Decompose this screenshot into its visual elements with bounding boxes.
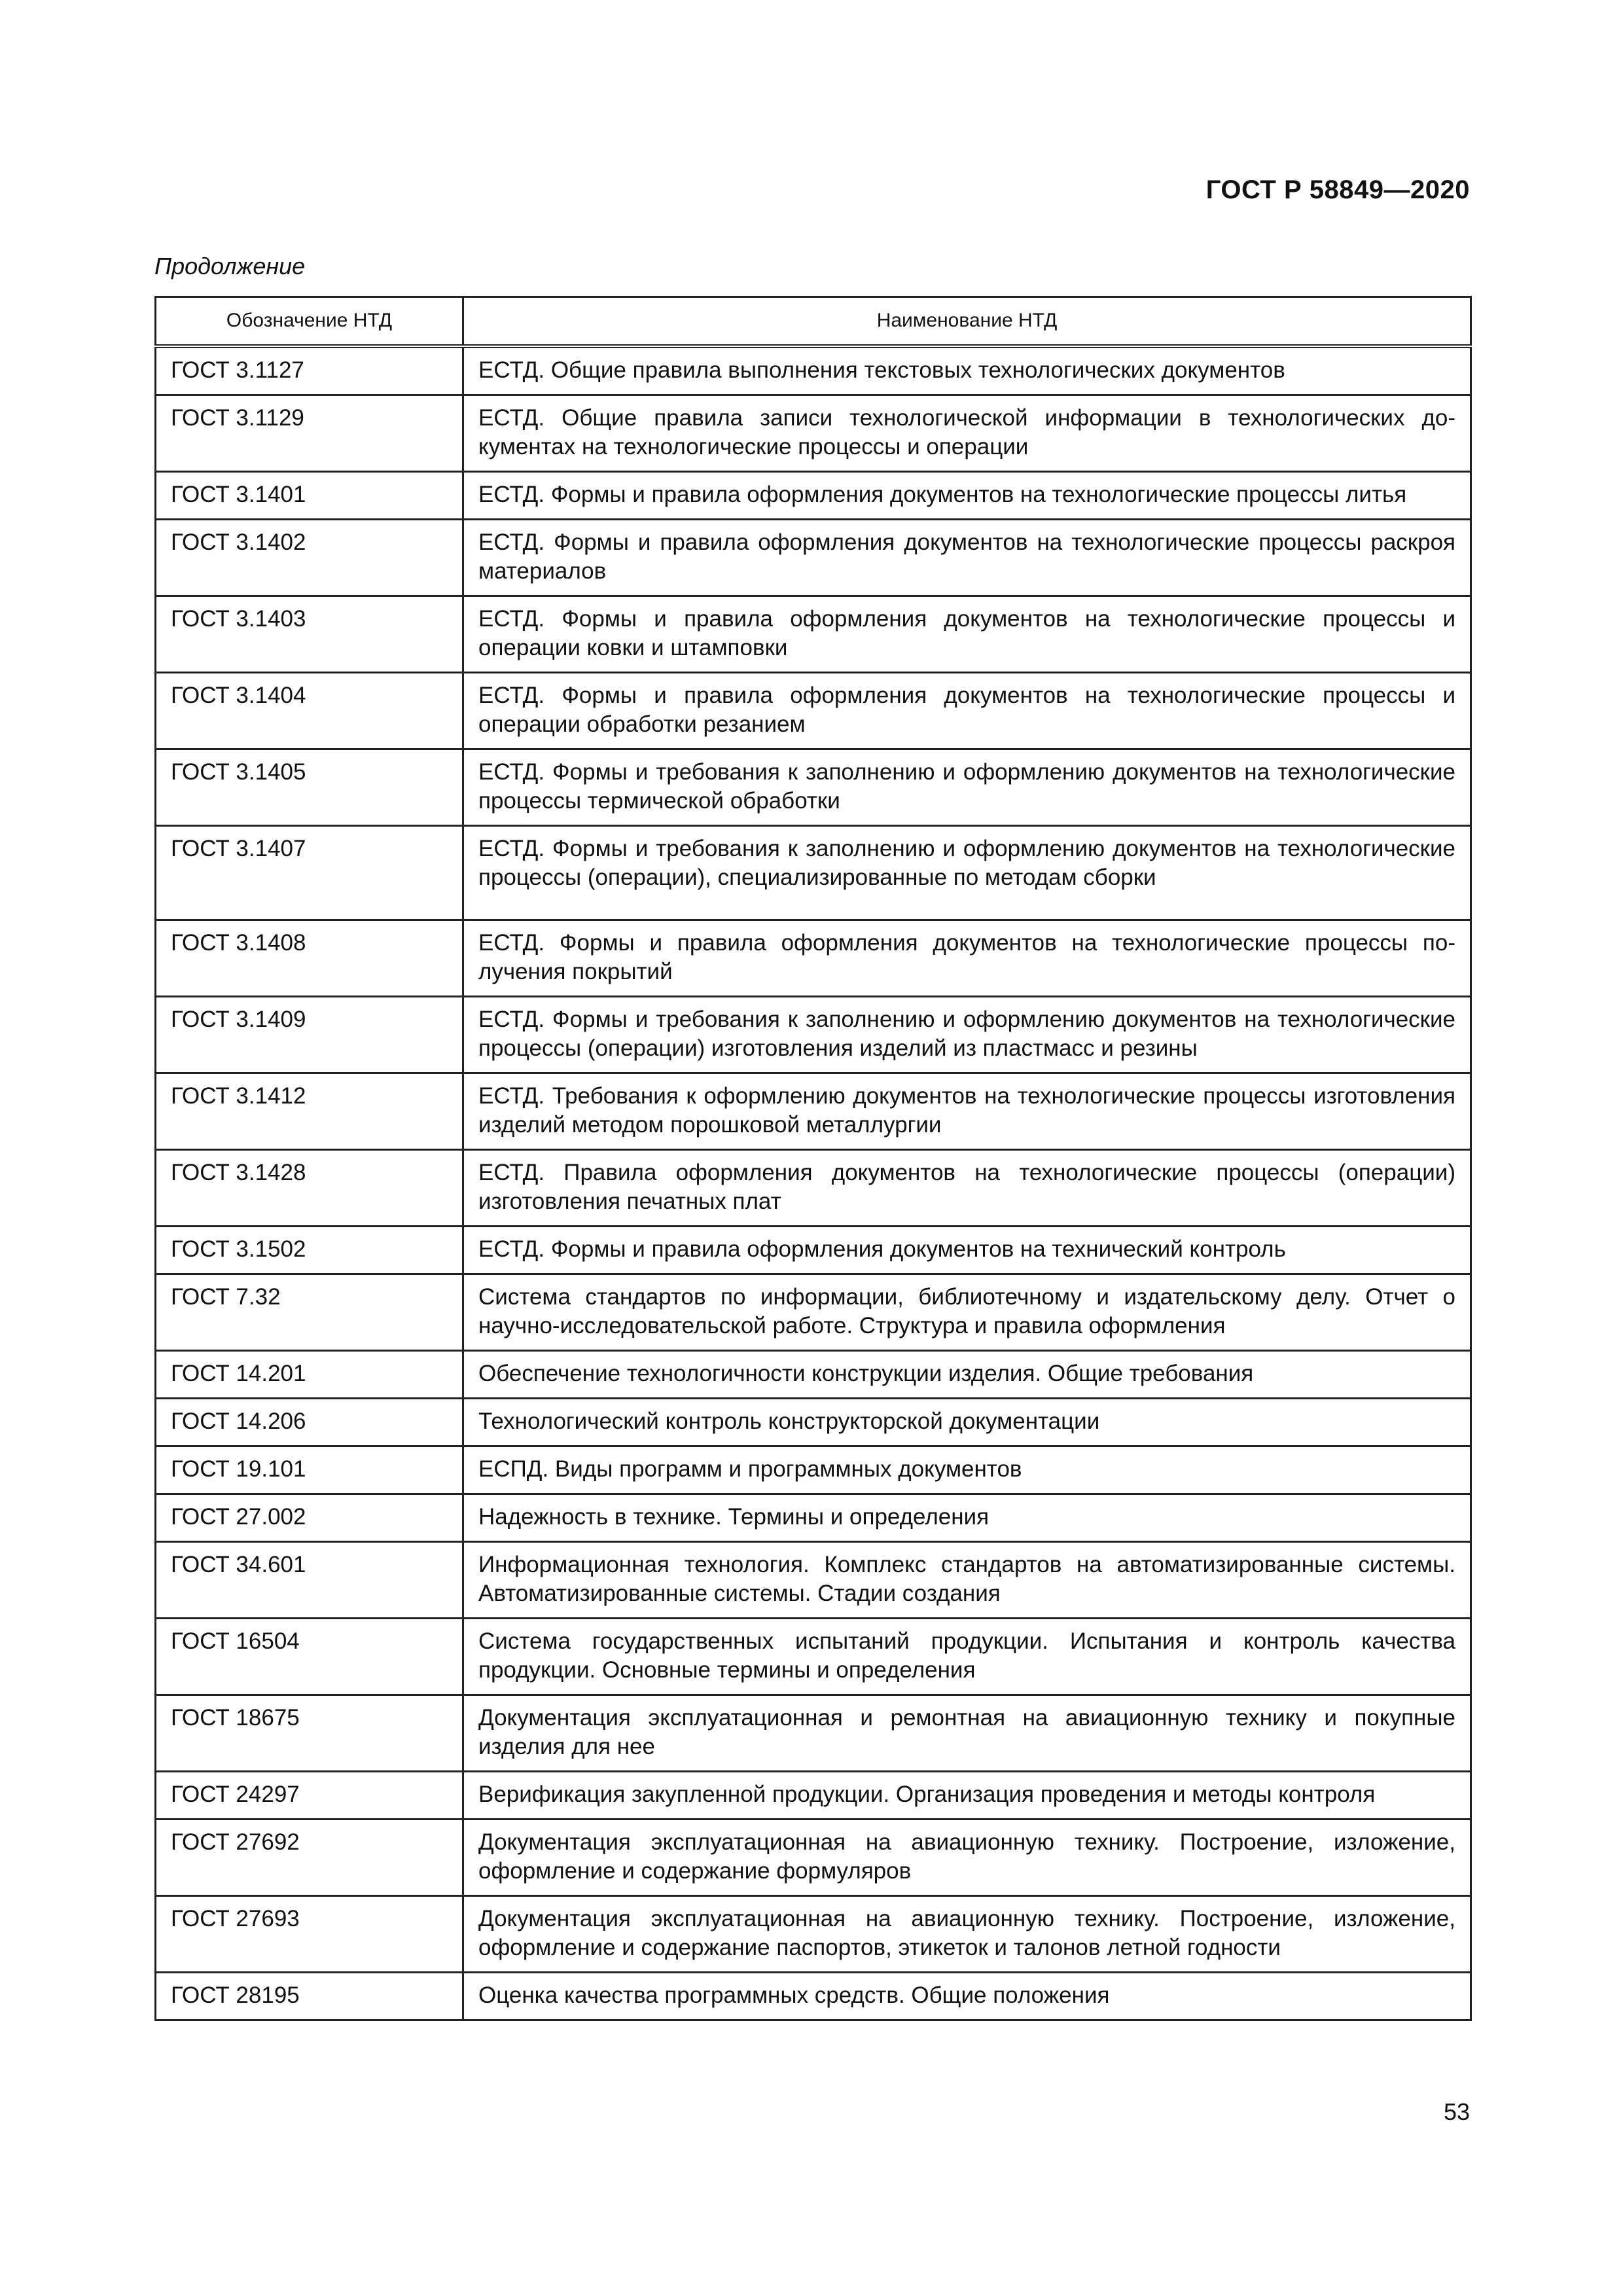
table-row [156,1226,1471,1274]
ntd-code-cell: ГОСТ 3.1408 [156,920,463,996]
table-row [156,1541,1471,1618]
table-row [156,1618,1471,1695]
ntd-name-cell: Документация эксплуатационная на авиационную технику. Построение, изложение, оформление и содержание паспортов, этикеток и талонов летной годности [463,1895,1471,1972]
table-row [156,825,1471,920]
table-row [156,1149,1471,1226]
ntd-code-cell: ГОСТ 18675 [156,1695,463,1771]
page-number: 53 [1443,2098,1470,2125]
ntd-name-cell: Надежность в технике. Термины и определения [463,1494,1471,1541]
table-row [156,395,1471,471]
ntd-code-cell: ГОСТ 3.1412 [156,1073,463,1149]
ntd-code-cell: ГОСТ 14.201 [156,1350,463,1398]
ntd-name-cell: ЕСТД. Формы и требования к заполнению и оформлению документов на технологические процессы термической обработки [463,749,1471,825]
table-body [156,346,1471,2020]
ntd-name-cell: ЕСТД. Формы и правила оформления документов на технологические процессы литья [463,471,1471,519]
table-row [156,1972,1471,2020]
column-header-code: Обозначение НТД [156,297,463,346]
table-row [156,471,1471,519]
ntd-name-cell: ЕСТД. Общие правила выполнения текстовых технологических документов [463,346,1471,395]
table-row [156,519,1471,596]
ntd-code-cell: ГОСТ 16504 [156,1618,463,1695]
table-row [156,1695,1471,1771]
column-header-name: Наименование НТД [463,297,1471,346]
ntd-code-cell: ГОСТ 14.206 [156,1398,463,1446]
ntd-code-cell: ГОСТ 34.601 [156,1541,463,1618]
table-row [156,1274,1471,1350]
ntd-name-cell: ЕСТД. Формы и правила оформления документов на технологические процессы получения покрытий [463,920,1471,996]
table-row [156,1819,1471,1895]
ntd-code-cell: ГОСТ 3.1405 [156,749,463,825]
ntd-name-cell: ЕСТД. Формы и правила оформления документов на технический контроль [463,1226,1471,1274]
ntd-name-cell: ЕСТД. Правила оформления документов на технологические процессы (операции) изготовления печатных плат [463,1149,1471,1226]
ntd-code-cell: ГОСТ 3.1502 [156,1226,463,1274]
ntd-code-cell: ГОСТ 27693 [156,1895,463,1972]
table-row [156,920,1471,996]
ntd-code-cell: ГОСТ 3.1407 [156,825,463,920]
ntd-name-cell: Документация эксплуатационная на авиационную технику. Построение, изложение, оформление и содержание формуляров [463,1819,1471,1895]
ntd-code-cell: ГОСТ 3.1404 [156,672,463,749]
ntd-name-cell: ЕСПД. Виды программ и программных документов [463,1446,1471,1494]
ntd-name-cell: ЕСТД. Формы и правила оформления документов на технологические процессы раскроя материалов [463,519,1471,596]
ntd-name-cell: Информационная технология. Комплекс стандартов на автоматизированные системы. Автоматизированные системы. Стадии создания [463,1541,1471,1618]
ntd-code-cell: ГОСТ 3.1409 [156,996,463,1073]
ntd-name-cell: ЕСТД. Требования к оформлению документов на технологические процессы изготовления изделий методом порошковой металлургии [463,1073,1471,1149]
table-row [156,996,1471,1073]
ntd-code-cell: ГОСТ 28195 [156,1972,463,2020]
ntd-code-cell: ГОСТ 3.1403 [156,596,463,672]
ntd-name-cell: ЕСТД. Формы и требования к заполнению и оформлению документов на технологические процессы (операции) изготовления изделий из пластмасс и резины [463,996,1471,1073]
ntd-name-cell: ЕСТД. Формы и правила оформления документов на технологические процессы и операции обработки резанием [463,672,1471,749]
table-row [156,1350,1471,1398]
ntd-code-cell: ГОСТ 24297 [156,1771,463,1819]
table-row [156,672,1471,749]
ntd-name-cell: Технологический контроль конструкторской документации [463,1398,1471,1446]
table-header-row [156,297,1471,346]
ntd-name-cell: Документация эксплуатационная и ремонтная на авиационную технику и покупные изделия для нее [463,1695,1471,1771]
ntd-name-cell: Система государственных испытаний продукции. Испытания и контроль качества продукции. Основные термины и определения [463,1618,1471,1695]
ntd-name-cell: Оценка качества программных средств. Общие положения [463,1972,1471,2020]
ntd-code-cell: ГОСТ 3.1402 [156,519,463,596]
ntd-code-cell: ГОСТ 3.1428 [156,1149,463,1226]
ntd-name-cell: ЕСТД. Формы и правила оформления документов на технологические процессы и операции ковки и штамповки [463,596,1471,672]
ntd-name-cell: ЕСТД. Общие правила записи технологической информации в технологических документах на технологические процессы и операции [463,395,1471,471]
ntd-code-cell: ГОСТ 19.101 [156,1446,463,1494]
table-row [156,1494,1471,1541]
ntd-code-cell: ГОСТ 27.002 [156,1494,463,1541]
table-row [156,346,1471,395]
table-row [156,1895,1471,1972]
table-header [156,297,1471,346]
table-row [156,1073,1471,1149]
ntd-name-cell: Система стандартов по информации, библиотечному и издательскому делу. Отчет о научно-исследовательской работе. Структура и правила оформления [463,1274,1471,1350]
ntd-code-cell: ГОСТ 3.1127 [156,346,463,395]
table-row [156,1771,1471,1819]
normative-documents-table [154,296,1472,2021]
ntd-code-cell: ГОСТ 3.1401 [156,471,463,519]
ntd-name-cell: ЕСТД. Формы и требования к заполнению и оформлению документов на технологические процессы (операции), специализированные по методам сборки [463,825,1471,920]
table-row [156,749,1471,825]
table-row [156,596,1471,672]
document-standard-id: ГОСТ Р 58849—2020 [1205,175,1470,204]
ntd-name-cell: Верификация закупленной продукции. Организация проведения и методы контроля [463,1771,1471,1819]
ntd-code-cell: ГОСТ 27692 [156,1819,463,1895]
table-row [156,1398,1471,1446]
table-row [156,1446,1471,1494]
ntd-code-cell: ГОСТ 7.32 [156,1274,463,1350]
ntd-code-cell: ГОСТ 3.1129 [156,395,463,471]
ntd-name-cell: Обеспечение технологичности конструкции изделия. Общие требования [463,1350,1471,1398]
continuation-label: Продолжение [154,253,306,279]
